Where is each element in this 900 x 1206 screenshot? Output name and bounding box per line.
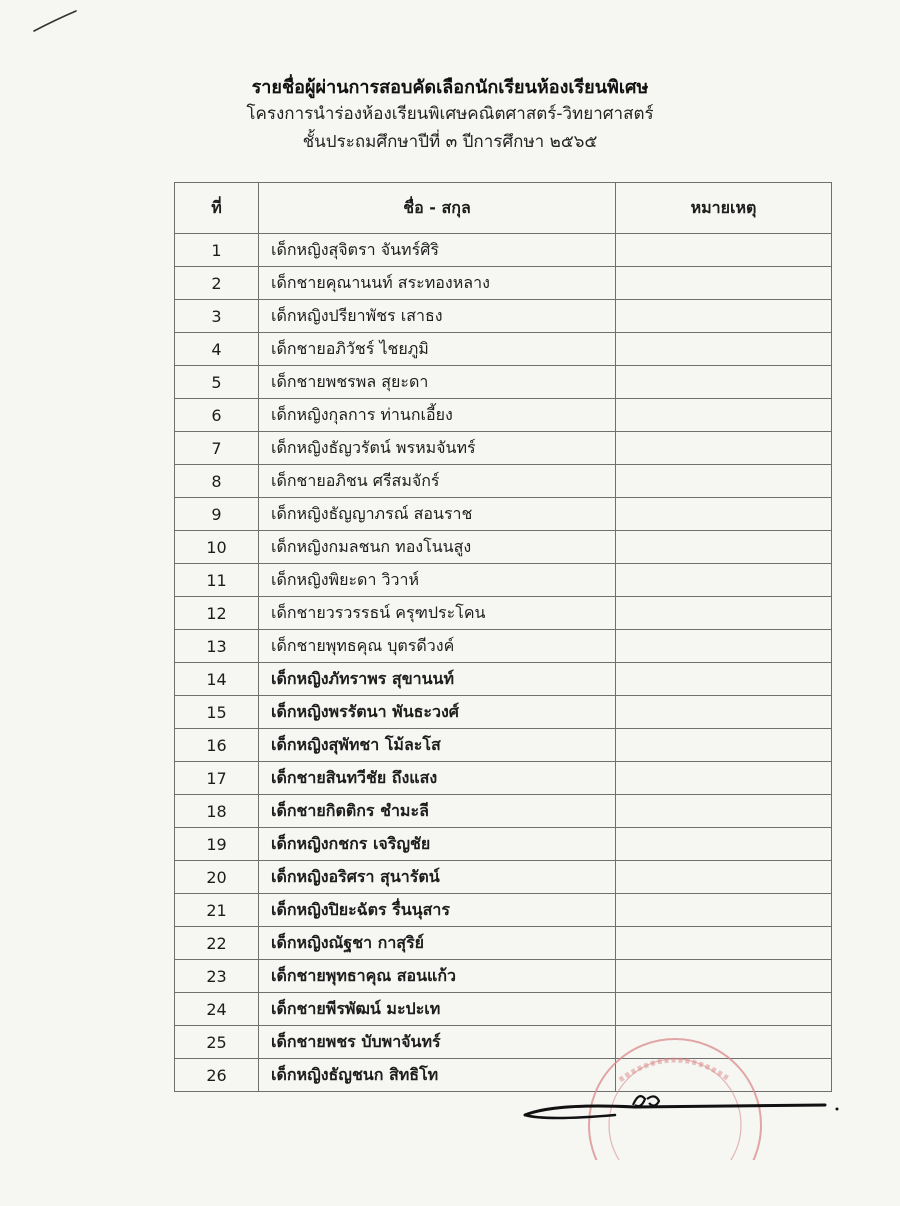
table-row [175, 630, 832, 663]
remarks-cell [616, 333, 832, 366]
signature [515, 1085, 845, 1135]
remarks-cell [616, 861, 832, 894]
student-name-cell: เด็กหญิงสุจิตรา จันทร์ศิริ [259, 234, 616, 267]
row-number-cell: 10 [175, 531, 259, 564]
remarks-cell [616, 498, 832, 531]
remarks-cell [616, 828, 832, 861]
row-number-cell: 24 [175, 993, 259, 1026]
row-number-cell: 7 [175, 432, 259, 465]
table-header-row [175, 183, 832, 234]
remarks-cell [616, 729, 832, 762]
student-name-cell: เด็กชายพุทธคุณ บุตรดีวงค์ [259, 630, 616, 663]
student-name-cell: เด็กหญิงกุลการ ท่านกเอี้ยง [259, 399, 616, 432]
remarks-cell [616, 465, 832, 498]
table-row [175, 300, 832, 333]
student-name-cell: เด็กหญิงภัทราพร สุขานนท์ [259, 663, 616, 696]
row-number-cell: 25 [175, 1026, 259, 1059]
row-number-cell: 2 [175, 267, 259, 300]
table-row [175, 762, 832, 795]
row-number-cell: 5 [175, 366, 259, 399]
student-name-cell: เด็กหญิงอริศรา สุนารัตน์ [259, 861, 616, 894]
row-number-cell: 20 [175, 861, 259, 894]
table-row [175, 465, 832, 498]
remarks-cell [616, 597, 832, 630]
row-number-cell: 16 [175, 729, 259, 762]
student-roster-table [174, 182, 832, 1092]
remarks-cell [616, 993, 832, 1026]
table-row [175, 333, 832, 366]
remarks-cell [616, 663, 832, 696]
student-name-cell: เด็กหญิงธัญญาภรณ์ สอนราช [259, 498, 616, 531]
remarks-cell [616, 960, 832, 993]
column-header-number: ที่ [175, 183, 259, 234]
remarks-cell [616, 762, 832, 795]
row-number-cell: 26 [175, 1059, 259, 1092]
row-number-cell: 6 [175, 399, 259, 432]
table-row [175, 399, 832, 432]
remarks-cell [616, 267, 832, 300]
document-header [0, 76, 900, 156]
remarks-cell [616, 366, 832, 399]
row-number-cell: 8 [175, 465, 259, 498]
row-number-cell: 19 [175, 828, 259, 861]
row-number-cell: 9 [175, 498, 259, 531]
student-name-cell: เด็กหญิงสุพัทชา โม้ละโส [259, 729, 616, 762]
student-name-cell: เด็กชายพีรพัฒน์ มะปะเท [259, 993, 616, 1026]
student-name-cell: เด็กหญิงปิยะฉัตร รื่นนุสาร [259, 894, 616, 927]
remarks-cell [616, 894, 832, 927]
remarks-cell [616, 630, 832, 663]
pen-stroke-mark [0, 0, 90, 40]
table-row [175, 960, 832, 993]
student-name-cell: เด็กชายพุทธาคุณ สอนแก้ว [259, 960, 616, 993]
remarks-cell [616, 399, 832, 432]
table-row [175, 498, 832, 531]
remarks-cell [616, 300, 832, 333]
row-number-cell: 13 [175, 630, 259, 663]
table-row [175, 828, 832, 861]
table-row [175, 993, 832, 1026]
table-row [175, 234, 832, 267]
remarks-cell [616, 795, 832, 828]
student-name-cell: เด็กชายอภิชน ศรีสมจักร์ [259, 465, 616, 498]
column-header-name: ชื่อ - สกุล [259, 183, 616, 234]
student-name-cell: เด็กชายพชร บับพาจันทร์ [259, 1026, 616, 1059]
table-row [175, 597, 832, 630]
student-name-cell: เด็กหญิงพรรัตนา พันธะวงศ์ [259, 696, 616, 729]
row-number-cell: 17 [175, 762, 259, 795]
row-number-cell: 1 [175, 234, 259, 267]
table-row [175, 267, 832, 300]
row-number-cell: 12 [175, 597, 259, 630]
student-name-cell: เด็กชายพชรพล สุยะดา [259, 366, 616, 399]
row-number-cell: 21 [175, 894, 259, 927]
student-name-cell: เด็กหญิงณัฐชา กาสุริย์ [259, 927, 616, 960]
row-number-cell: 15 [175, 696, 259, 729]
remarks-cell [616, 927, 832, 960]
remarks-cell [616, 432, 832, 465]
student-name-cell: เด็กชายอภิวัชร์ ไชยภูมิ [259, 333, 616, 366]
column-header-remarks: หมายเหตุ [616, 183, 832, 234]
student-name-cell: เด็กชายสินทวีชัย ถึงแสง [259, 762, 616, 795]
table-row [175, 927, 832, 960]
remarks-cell [616, 234, 832, 267]
student-name-cell: เด็กหญิงกมลชนก ทองโนนสูง [259, 531, 616, 564]
table-row [175, 795, 832, 828]
table-row [175, 531, 832, 564]
row-number-cell: 11 [175, 564, 259, 597]
document-subtitle: โครงการนำร่องห้องเรียนพิเศษคณิตศาสตร์-วิทยาศาสตร์ [246, 104, 654, 124]
remarks-cell [616, 696, 832, 729]
student-name-cell: เด็กชายวรวรรธน์ ครุฑประโคน [259, 597, 616, 630]
row-number-cell: 4 [175, 333, 259, 366]
table-row [175, 729, 832, 762]
document-grade-year: ชั้นประถมศึกษาปีที่ ๓ ปีการศึกษา ๒๕๖๕ [302, 132, 598, 152]
student-name-cell: เด็กหญิงธัญชนก สิทธิโท [259, 1059, 616, 1092]
table-row [175, 861, 832, 894]
row-number-cell: 23 [175, 960, 259, 993]
row-number-cell: 18 [175, 795, 259, 828]
student-name-cell: เด็กหญิงกชกร เจริญชัย [259, 828, 616, 861]
remarks-cell [616, 564, 832, 597]
remarks-cell [616, 531, 832, 564]
row-number-cell: 14 [175, 663, 259, 696]
table-row [175, 696, 832, 729]
student-name-cell: เด็กชายคุณานนท์ สระทองหลาง [259, 267, 616, 300]
student-name-cell: เด็กหญิงพิยะดา วิวาห์ [259, 564, 616, 597]
document-title: รายชื่อผู้ผ่านการสอบคัดเลือกนักเรียนห้องเรียนพิเศษ [251, 77, 649, 98]
table-row [175, 663, 832, 696]
row-number-cell: 3 [175, 300, 259, 333]
row-number-cell: 22 [175, 927, 259, 960]
table-row [175, 432, 832, 465]
student-name-cell: เด็กหญิงธัญวรัตน์ พรหมจันทร์ [259, 432, 616, 465]
student-name-cell: เด็กชายกิตติกร ชำมะลี [259, 795, 616, 828]
table-row [175, 894, 832, 927]
table-body [175, 234, 832, 1092]
table-row [175, 366, 832, 399]
table-row [175, 564, 832, 597]
student-name-cell: เด็กหญิงปรียาพัชร เสาธง [259, 300, 616, 333]
